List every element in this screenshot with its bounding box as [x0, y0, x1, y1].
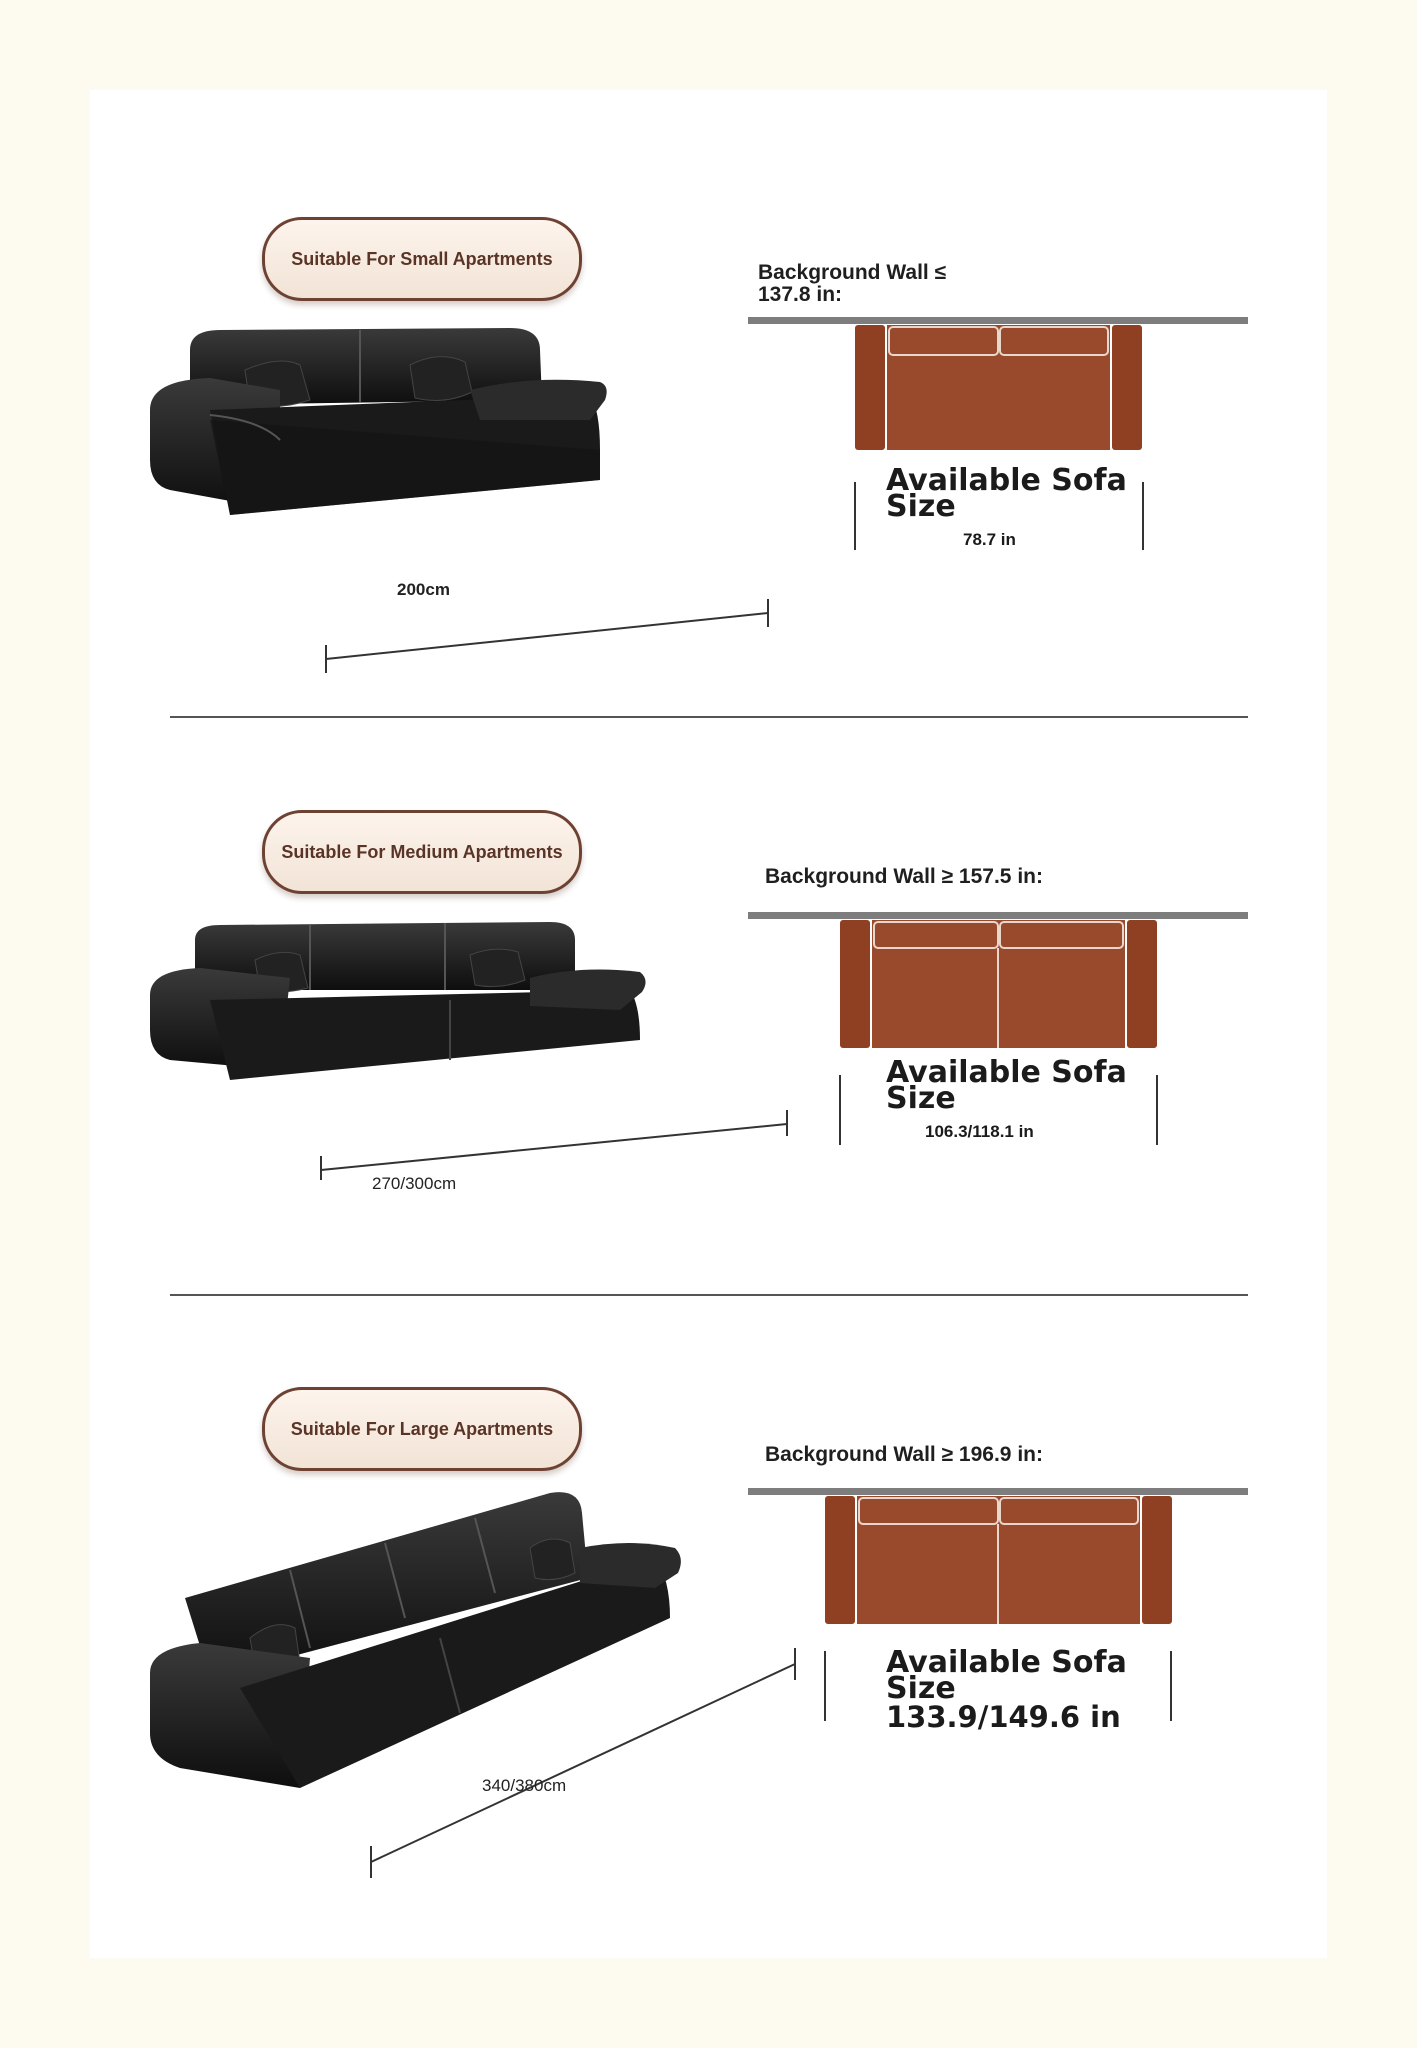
available-size-medium: 106.3/118.1 in — [925, 1122, 1034, 1141]
plan-tick-left — [824, 1651, 826, 1721]
dimension-label-small: 200cm — [397, 580, 450, 599]
dimension-label-medium: 270/300cm — [372, 1174, 457, 1193]
dimension-line-small — [320, 595, 780, 675]
wall-line-medium — [748, 912, 1248, 919]
available-size-large: 133.9/149.6 in — [886, 1700, 1121, 1734]
wall-label-large: Background Wall ≥ 196.9 in: — [765, 1443, 1043, 1466]
tag-large-apartments: Suitable For Large Apartments — [262, 1387, 582, 1471]
sofa-photo-small — [150, 320, 670, 600]
wall-line-large — [748, 1488, 1248, 1495]
dimension-line-large — [365, 1636, 805, 1896]
plan-tick-left — [854, 482, 856, 550]
available-title-medium: Available Sofa Size — [886, 1055, 1127, 1116]
plan-tick-right — [1156, 1075, 1158, 1145]
sofa-plan-medium — [840, 920, 1160, 1050]
tag-medium-apartments: Suitable For Medium Apartments — [262, 810, 582, 894]
sofa-plan-large — [825, 1496, 1175, 1626]
available-size-small: 78.7 in — [963, 530, 1016, 549]
plan-tick-left — [839, 1075, 841, 1145]
wall-label-small: Background Wall ≤ 137.8 in: — [758, 261, 947, 306]
dimension-label-large: 340/380cm — [482, 1776, 567, 1795]
section-small — [90, 90, 1327, 690]
plan-tick-right — [1142, 482, 1144, 550]
available-title-large: Available Sofa Size — [886, 1645, 1127, 1706]
tag-small-apartments: Suitable For Small Apartments — [262, 217, 582, 301]
plan-tick-right — [1170, 1651, 1172, 1721]
sofa-photo-medium — [150, 910, 690, 1110]
dimension-line-medium — [315, 1100, 795, 1180]
wall-line-small — [748, 317, 1248, 324]
section-large — [90, 1256, 1327, 1856]
available-title-small: Available Sofa Size — [886, 463, 1127, 524]
sofa-plan-small — [855, 325, 1145, 455]
section-medium — [90, 680, 1327, 1280]
wall-label-medium: Background Wall ≥ 157.5 in: — [765, 865, 1043, 888]
